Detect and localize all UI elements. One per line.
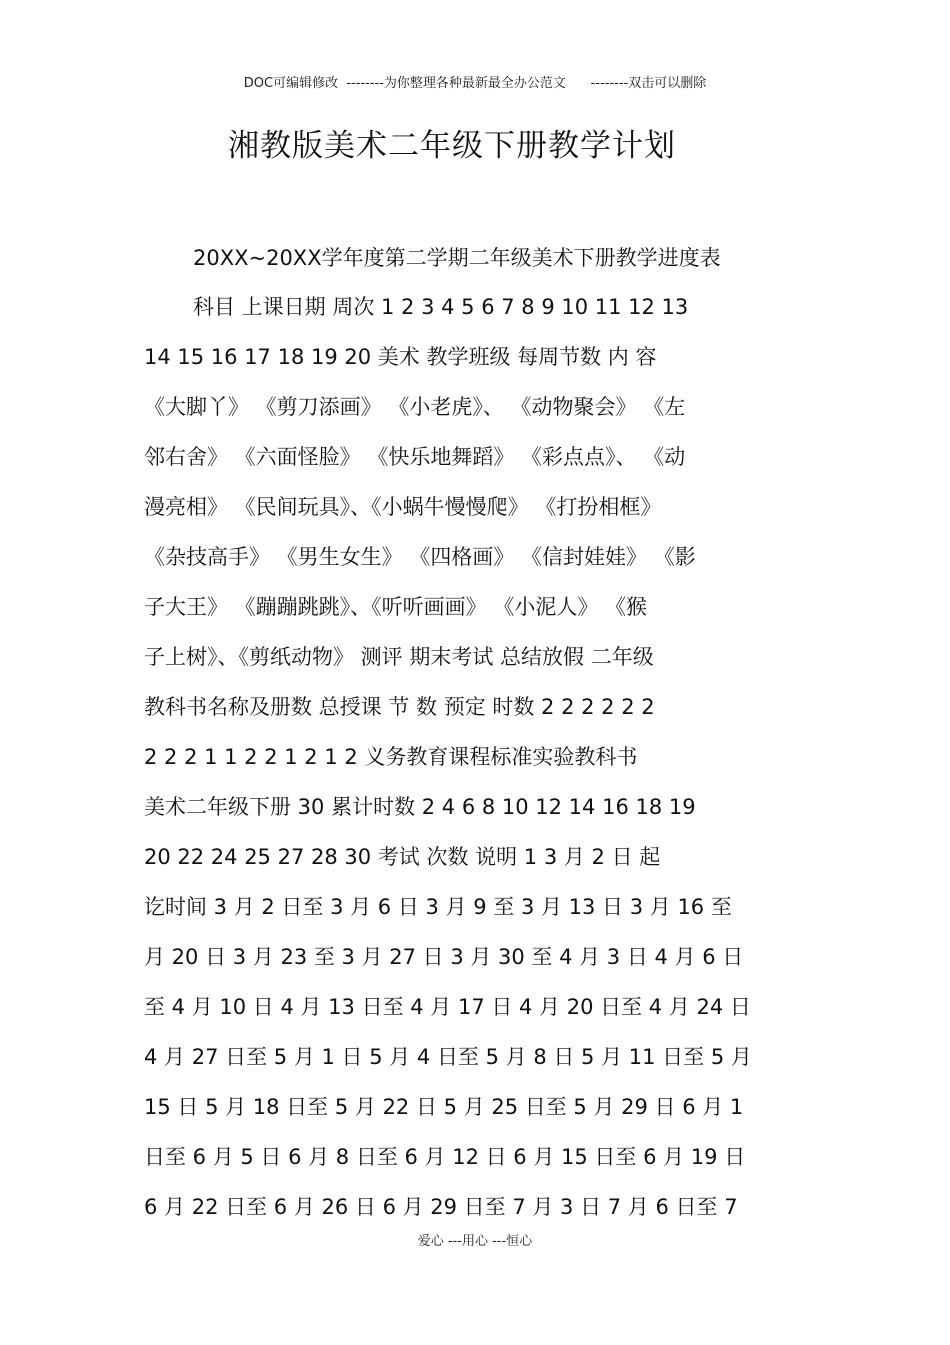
- body-line-14: 月 20 日 3 月 23 至 3 月 27 日 3 月 30 至 4 月 3 日 4 月 6 日: [144, 945, 744, 969]
- body-line-15: 至 4 月 10 日 4 月 13 日至 4 月 17 日 4 月 20 日至 4 月 24 日: [144, 995, 751, 1019]
- body-line-5: 漫亮相》 《民间玩具》、《小蜗牛慢慢爬》 《打扮相框》: [144, 495, 662, 519]
- body-line-3: 《大脚丫》 《剪刀添画》 《小老虎》、 《动物聚会》 《左: [144, 395, 686, 419]
- body-line-16: 4 月 27 日至 5 月 1 日 5 月 4 日至 5 月 8 日 5 月 11 日至 5 月: [144, 1045, 752, 1069]
- body-line-9: 教科书名称及册数 总授课 节 数 预定 时数 2 2 2 2 2 2: [144, 695, 655, 719]
- body-line-19: 6 月 22 日至 6 月 26 日 6 月 29 日至 7 月 3 日 7 月 6 日至 7: [144, 1195, 738, 1219]
- body-line-18: 日至 6 月 5 日 6 月 8 日至 6 月 12 日 6 月 15 日至 6 月 19 日: [144, 1145, 746, 1169]
- body-line-11: 美术二年级下册 30 累计时数 2 4 6 8 10 12 14 16 18 19: [144, 795, 696, 819]
- body-line-12: 20 22 24 25 27 28 30 考试 次数 说明 1 3 月 2 日 起: [144, 845, 661, 869]
- document-title: 湘教版美术二年级下册教学计划: [228, 128, 676, 164]
- body-line-13: 讫时间 3 月 2 日至 3 月 6 日 3 月 9 至 3 月 13 日 3 月 16 至: [144, 895, 732, 919]
- body-line-17: 15 日 5 月 18 日至 5 月 22 日 5 月 25 日至 5 月 29 日 6 月 1: [144, 1095, 744, 1119]
- body-line-4: 邻右舍》 《六面怪脸》 《快乐地舞蹈》 《彩点点》、 《动: [144, 445, 686, 469]
- body-line-7: 子大王》 《蹦蹦跳跳》、《听听画画》 《小泥人》 《猴: [144, 595, 648, 619]
- body-line-10: 2 2 2 1 1 2 2 1 2 1 2 义务教育课程标准实验教科书: [144, 745, 638, 769]
- page-footer: 爱心 ---用心 ---恒心: [417, 1234, 533, 1249]
- page-header: DOC可编辑修改 --------为你整理各种最新最全办公范文 --------双击可以删除: [243, 76, 707, 91]
- schedule-table-title: 20XX~20XX学年度第二学期二年级美术下册教学进度表: [193, 246, 721, 270]
- body-line-1: 科目 上课日期 周次 1 2 3 4 5 6 7 8 9 10 11 12 13: [193, 295, 689, 319]
- body-line-8: 子上树》、《剪纸动物》 测评 期末考试 总结放假 二年级: [144, 645, 654, 669]
- body-line-2: 14 15 16 17 18 19 20 美术 教学班级 每周节数 内 容: [144, 345, 657, 369]
- body-line-6: 《杂技高手》 《男生女生》 《四格画》 《信封娃娃》 《影: [144, 545, 696, 569]
